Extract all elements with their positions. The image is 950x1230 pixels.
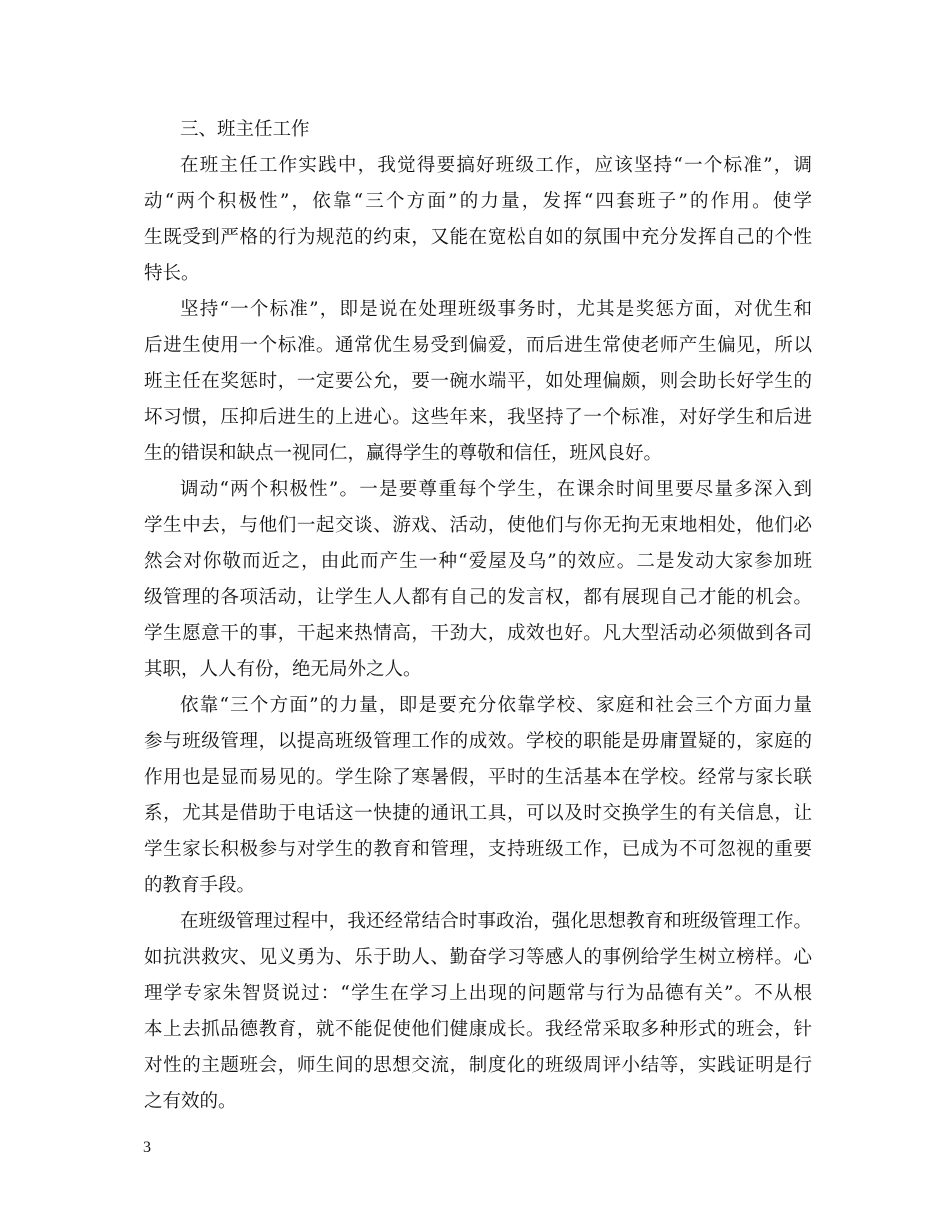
paragraph-4-line-6: 的教育手段。 xyxy=(144,875,256,896)
paragraph-1-line-2: 动“两个积极性”，依靠“三个方面”的力量，发挥“四套班子”的作用。使学 xyxy=(144,191,812,212)
paragraph-2-line-5: 生的错误和缺点一视同仁，赢得学生的尊敬和信任，班风良好。 xyxy=(144,443,663,464)
paragraph-5-line-6: 之有效的。 xyxy=(144,1091,237,1112)
paragraph-5-line-4: 本上去抓品德教育，就不能促使他们健康成长。我经常采取多种形式的班会，针 xyxy=(144,1019,812,1040)
page-number: 3 xyxy=(143,1139,151,1156)
paragraph-1-line-1: 在班主任工作实践中，我觉得要搞好班级工作，应该坚持“一个标准”，调 xyxy=(180,155,812,176)
paragraph-2-line-2: 后进生使用一个标准。通常优生易受到偏爱，而后进生常使老师产生偏见，所以 xyxy=(144,335,812,356)
paragraph-1-line-4: 特长。 xyxy=(144,263,200,284)
paragraph-2-line-1: 坚持“一个标准”，即是说在处理班级事务时，尤其是奖惩方面，对优生和 xyxy=(180,299,812,320)
paragraph-3-line-2: 学生中去，与他们一起交谈、游戏、活动，使他们与你无拘无束地相处，他们必 xyxy=(144,515,812,536)
paragraph-3-line-6: 其职，人人有份，绝无局外之人。 xyxy=(144,659,422,680)
paragraph-2-line-4: 坏习惯，压抑后进生的上进心。这些年来，我坚持了一个标准，对好学生和后进 xyxy=(144,407,812,428)
paragraph-2-line-3: 班主任在奖惩时，一定要公允，要一碗水端平，如处理偏颇，则会助长好学生的 xyxy=(144,371,812,392)
paragraph-1-line-3: 生既受到严格的行为规范的约束，又能在宽松自如的氛围中充分发挥自己的个性 xyxy=(144,227,812,248)
paragraph-4-line-4: 系，尤其是借助于电话这一快捷的通讯工具，可以及时交换学生的有关信息，让 xyxy=(144,803,812,824)
paragraph-4-line-3: 作用也是显而易见的。学生除了寒暑假，平时的生活基本在学校。经常与家长联 xyxy=(144,767,812,788)
section-heading: 三、班主任工作 xyxy=(180,119,310,140)
paragraph-5-line-3: 理学专家朱智贤说过：“学生在学习上出现的问题常与行为品德有关”。不从根 xyxy=(144,983,812,1004)
paragraph-5-line-2: 如抗洪救灾、见义勇为、乐于助人、勤奋学习等感人的事例给学生树立榜样。心 xyxy=(144,947,812,968)
paragraph-4-line-5: 学生家长积极参与对学生的教育和管理，支持班级工作，已成为不可忽视的重要 xyxy=(144,839,812,860)
paragraph-5-line-5: 对性的主题班会，师生间的思想交流，制度化的班级周评小结等，实践证明是行 xyxy=(144,1055,812,1076)
paragraph-4-line-1: 依靠“三个方面”的力量，即是要充分依靠学校、家庭和社会三个方面力量 xyxy=(180,695,812,716)
paragraph-4-line-2: 参与班级管理，以提高班级管理工作的成效。学校的职能是毋庸置疑的，家庭的 xyxy=(144,731,812,752)
paragraph-3-line-5: 学生愿意干的事，干起来热情高，干劲大，成效也好。凡大型活动必须做到各司 xyxy=(144,623,812,644)
paragraph-5-line-1: 在班级管理过程中，我还经常结合时事政治，强化思想教育和班级管理工作。 xyxy=(180,911,812,932)
paragraph-3-line-4: 级管理的各项活动，让学生人人都有自己的发言权，都有展现自己才能的机会。 xyxy=(144,587,812,608)
paragraph-3-line-3: 然会对你敬而近之，由此而产生一种“爱屋及乌”的效应。二是发动大家参加班 xyxy=(144,551,812,572)
paragraph-3-line-1: 调动“两个积极性”。一是要尊重每个学生，在课余时间里要尽量多深入到 xyxy=(180,479,812,500)
